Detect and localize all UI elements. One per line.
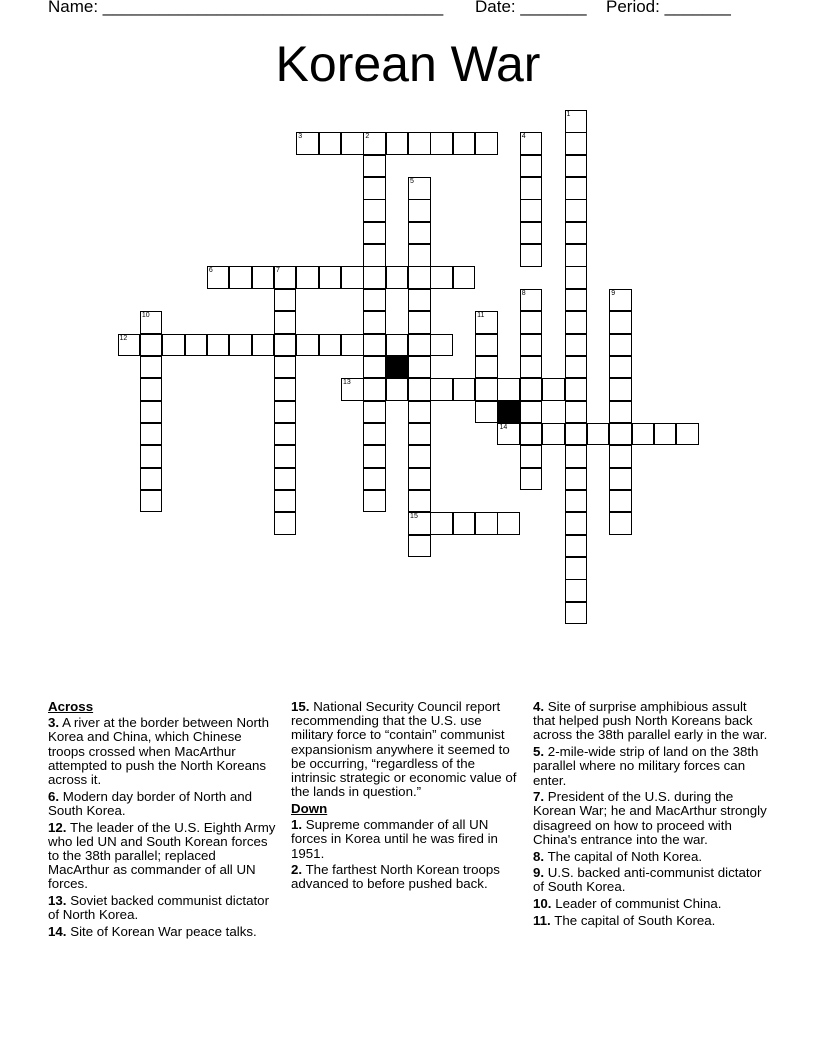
crossword-cell[interactable] bbox=[408, 401, 431, 424]
cell-number: 13 bbox=[343, 379, 351, 387]
crossword-cell[interactable] bbox=[408, 445, 431, 468]
crossword-cell[interactable] bbox=[140, 490, 163, 513]
crossword-cell[interactable] bbox=[430, 378, 453, 401]
date-field[interactable]: Date: _______ bbox=[475, 0, 587, 16]
cell-number: 3 bbox=[298, 133, 303, 141]
crossword-cell[interactable] bbox=[140, 334, 163, 357]
clue-number: 12. bbox=[48, 819, 67, 835]
crossword-cell[interactable] bbox=[363, 311, 386, 334]
clue-text: President of the U.S. during the Korean War; he and MacArthur strongly disagreed on how to proceed with China's entrance into the war. bbox=[533, 789, 767, 847]
crossword-cell[interactable] bbox=[430, 334, 453, 357]
clue-text: The capital of South Korea. bbox=[554, 912, 716, 928]
crossword-cell[interactable] bbox=[363, 177, 386, 200]
crossword-cell[interactable] bbox=[542, 423, 565, 446]
clue-text: The capital of Noth Korea. bbox=[547, 848, 703, 864]
cell-number: 1 bbox=[566, 111, 571, 118]
clue-down-2 bbox=[291, 863, 521, 891]
crossword-cell[interactable] bbox=[609, 490, 632, 513]
crossword-cell[interactable] bbox=[296, 266, 319, 289]
clue-text: Site of Korean War peace talks. bbox=[70, 924, 257, 940]
crossword-cell[interactable] bbox=[296, 334, 319, 357]
crossword-cell[interactable] bbox=[565, 244, 588, 267]
crossword-cell[interactable] bbox=[475, 512, 498, 535]
crossword-cell[interactable] bbox=[609, 356, 632, 379]
crossword-cell[interactable] bbox=[609, 423, 632, 446]
crossword-cell[interactable] bbox=[520, 468, 543, 491]
crossword-cell[interactable] bbox=[274, 468, 297, 491]
crossword-cell[interactable] bbox=[162, 334, 185, 357]
crossword-cell[interactable] bbox=[565, 579, 588, 602]
crossword-cell[interactable] bbox=[274, 266, 297, 289]
clue-number: 4. bbox=[533, 699, 545, 714]
crossword-cell[interactable] bbox=[274, 334, 297, 357]
crossword-cell[interactable] bbox=[229, 266, 252, 289]
crossword-cell[interactable] bbox=[274, 289, 297, 312]
clue-down-11 bbox=[533, 914, 769, 928]
crossword-cell[interactable] bbox=[363, 244, 386, 267]
crossword-cell[interactable] bbox=[363, 132, 386, 155]
crossword-cell[interactable] bbox=[609, 468, 632, 491]
crossword-cell[interactable] bbox=[207, 266, 230, 289]
crossword-cell[interactable] bbox=[185, 334, 208, 357]
crossword-cell[interactable] bbox=[341, 266, 364, 289]
crossword-cell[interactable] bbox=[140, 378, 163, 401]
crossword-cell[interactable] bbox=[565, 132, 588, 155]
crossword-cell[interactable] bbox=[274, 378, 297, 401]
clue-text: A river at the border between North Korea and China, which Chinese troops crossed when MacArthur attempted to push the North Koreans across it. bbox=[48, 715, 270, 788]
crossword-cell[interactable] bbox=[565, 468, 588, 491]
clue-text: Supreme commander of all UN forces in Korea until he was fired in 1951. bbox=[291, 817, 498, 861]
crossword-cell[interactable] bbox=[430, 266, 453, 289]
black-square bbox=[497, 401, 520, 424]
crossword-cell[interactable] bbox=[363, 222, 386, 245]
clue-number: 8. bbox=[533, 848, 545, 864]
cell-number: 5 bbox=[410, 178, 414, 186]
name-field[interactable]: Name: ____________________________________ bbox=[48, 0, 444, 16]
crossword-cell[interactable] bbox=[475, 334, 498, 357]
crossword-cell[interactable] bbox=[587, 423, 610, 446]
clue-number: 14. bbox=[48, 924, 67, 940]
crossword-cell[interactable] bbox=[408, 222, 431, 245]
period-field[interactable]: Period: _______ bbox=[606, 0, 731, 16]
crossword-cell[interactable] bbox=[140, 423, 163, 446]
crossword-cell[interactable] bbox=[520, 289, 543, 312]
clue-number: 3. bbox=[48, 715, 60, 731]
clue-across-6 bbox=[48, 790, 280, 818]
crossword-cell[interactable] bbox=[453, 266, 476, 289]
crossword-cell[interactable] bbox=[408, 132, 431, 155]
crossword-cell[interactable] bbox=[140, 468, 163, 491]
crossword-cell[interactable] bbox=[319, 132, 342, 155]
crossword-cell[interactable] bbox=[296, 132, 319, 155]
crossword-cell[interactable] bbox=[565, 110, 588, 133]
clue-number: 10. bbox=[533, 896, 552, 912]
crossword-cell[interactable] bbox=[609, 311, 632, 334]
crossword-cell[interactable] bbox=[386, 378, 409, 401]
crossword-cell[interactable] bbox=[609, 445, 632, 468]
cell-number: 11 bbox=[477, 312, 485, 320]
clue-text: National Security Council report recommending that the U.S. use military force to “contain” communist expansionism anywhere it seemed to be occurring, “regardless of the intrinsic strategic or economic value of the lands in question.” bbox=[291, 699, 517, 800]
cell-number: 14 bbox=[499, 423, 508, 431]
clue-number: 2. bbox=[291, 862, 303, 878]
crossword-cell[interactable] bbox=[520, 356, 543, 379]
crossword-cell[interactable] bbox=[565, 199, 588, 222]
crossword-cell[interactable] bbox=[565, 311, 588, 334]
crossword-cell[interactable] bbox=[497, 378, 520, 401]
crossword-cell[interactable] bbox=[408, 244, 431, 267]
crossword-cell[interactable] bbox=[229, 334, 252, 357]
clue-text: U.S. backed anti-communist dictator of South Korea. bbox=[533, 865, 762, 895]
crossword-cell[interactable] bbox=[520, 311, 543, 334]
crossword-cell[interactable] bbox=[565, 401, 588, 424]
down-heading: Down bbox=[291, 800, 328, 816]
crossword-cell[interactable] bbox=[363, 445, 386, 468]
crossword-cell[interactable] bbox=[363, 155, 386, 178]
crossword-cell[interactable] bbox=[408, 177, 431, 200]
crossword-cell[interactable] bbox=[408, 334, 431, 357]
crossword-cell[interactable] bbox=[565, 222, 588, 245]
crossword-cell[interactable] bbox=[475, 378, 498, 401]
crossword-cell[interactable] bbox=[654, 423, 677, 446]
clue-text: The leader of the U.S. Eighth Army who led UN and South Korean forces to the 38th parallel; replaced MacArthur as commander of all UN forces. bbox=[48, 819, 276, 892]
crossword-cell[interactable] bbox=[565, 445, 588, 468]
clue-column-2 bbox=[291, 700, 521, 894]
crossword-cell[interactable] bbox=[676, 423, 699, 446]
clue-column-3 bbox=[533, 700, 769, 931]
cell-number: 9 bbox=[611, 289, 616, 297]
crossword-cell[interactable] bbox=[140, 445, 163, 468]
crossword-cell[interactable] bbox=[609, 512, 632, 535]
clue-across-3 bbox=[48, 716, 280, 787]
black-square bbox=[386, 356, 409, 379]
clue-number: 1. bbox=[291, 817, 303, 833]
crossword-cell[interactable] bbox=[565, 423, 588, 446]
crossword-cell[interactable] bbox=[453, 512, 476, 535]
crossword-cell[interactable] bbox=[453, 378, 476, 401]
crossword-cell[interactable] bbox=[520, 445, 543, 468]
crossword-cell[interactable] bbox=[408, 490, 431, 513]
crossword-cell[interactable] bbox=[140, 356, 163, 379]
crossword-cell[interactable] bbox=[565, 535, 588, 558]
crossword-cell[interactable] bbox=[565, 602, 588, 625]
clue-column-1 bbox=[48, 700, 280, 942]
crossword-cell[interactable] bbox=[520, 155, 543, 178]
crossword-cell[interactable] bbox=[520, 378, 543, 401]
cell-number: 7 bbox=[275, 267, 280, 275]
crossword-cell[interactable] bbox=[363, 423, 386, 446]
clue-number: 15. bbox=[291, 699, 310, 714]
clue-down-4 bbox=[533, 700, 769, 743]
crossword-cell[interactable] bbox=[363, 266, 386, 289]
crossword-cell[interactable] bbox=[609, 401, 632, 424]
clue-number: 11. bbox=[533, 912, 551, 928]
clue-down-10 bbox=[533, 897, 769, 911]
crossword-cell[interactable] bbox=[430, 512, 453, 535]
crossword-cell[interactable] bbox=[520, 423, 543, 446]
crossword-cell[interactable] bbox=[565, 356, 588, 379]
crossword-cell[interactable] bbox=[520, 401, 543, 424]
crossword-cell[interactable] bbox=[542, 378, 565, 401]
crossword-cell[interactable] bbox=[386, 334, 409, 357]
crossword-cell[interactable] bbox=[475, 401, 498, 424]
crossword-cell[interactable] bbox=[118, 334, 141, 357]
clue-number: 7. bbox=[533, 789, 545, 805]
crossword-cell[interactable] bbox=[252, 266, 275, 289]
across-heading: Across bbox=[48, 699, 94, 714]
crossword-cell[interactable] bbox=[386, 132, 409, 155]
crossword-cell[interactable] bbox=[408, 199, 431, 222]
crossword-cell[interactable] bbox=[363, 289, 386, 312]
crossword-cell[interactable] bbox=[520, 199, 543, 222]
crossword-cell[interactable] bbox=[565, 334, 588, 357]
crossword-cell[interactable] bbox=[408, 512, 431, 535]
crossword-cell[interactable] bbox=[565, 378, 588, 401]
crossword-cell[interactable] bbox=[386, 266, 409, 289]
crossword-cell[interactable] bbox=[274, 311, 297, 334]
cell-number: 8 bbox=[521, 289, 526, 297]
crossword-cell[interactable] bbox=[363, 401, 386, 424]
clue-down-8 bbox=[533, 850, 769, 864]
crossword-cell[interactable] bbox=[475, 132, 498, 155]
cell-number: 2 bbox=[365, 133, 370, 141]
cell-number: 6 bbox=[208, 267, 213, 275]
clue-across-13 bbox=[48, 894, 280, 922]
crossword-cell[interactable] bbox=[520, 177, 543, 200]
crossword-cell[interactable] bbox=[520, 244, 543, 267]
crossword-cell[interactable] bbox=[408, 535, 431, 558]
crossword-cell[interactable] bbox=[363, 334, 386, 357]
crossword-cell[interactable] bbox=[475, 356, 498, 379]
crossword-cell[interactable] bbox=[408, 378, 431, 401]
crossword-cell[interactable] bbox=[520, 334, 543, 357]
cell-number: 15 bbox=[410, 513, 418, 521]
cell-number: 4 bbox=[521, 133, 526, 141]
crossword-cell[interactable] bbox=[408, 311, 431, 334]
crossword-cell[interactable] bbox=[497, 423, 520, 446]
clue-across-15 bbox=[291, 700, 521, 799]
crossword-cell[interactable] bbox=[408, 266, 431, 289]
clue-down-1 bbox=[291, 818, 521, 861]
cell-number: 12 bbox=[119, 334, 128, 342]
crossword-cell[interactable] bbox=[274, 512, 297, 535]
crossword-cell[interactable] bbox=[140, 311, 163, 334]
crossword-cell[interactable] bbox=[565, 177, 588, 200]
crossword-cell[interactable] bbox=[520, 222, 543, 245]
crossword-cell[interactable] bbox=[341, 378, 364, 401]
crossword-cell[interactable] bbox=[274, 401, 297, 424]
crossword-cell[interactable] bbox=[565, 155, 588, 178]
crossword-cell[interactable] bbox=[363, 378, 386, 401]
clue-text: 2-mile-wide strip of land on the 38th parallel where no military forces can enter. bbox=[533, 744, 759, 788]
clue-text: Modern day border of North and South Korea. bbox=[48, 788, 253, 818]
crossword-cell[interactable] bbox=[319, 334, 342, 357]
crossword-cell[interactable] bbox=[274, 356, 297, 379]
crossword-cell[interactable] bbox=[520, 132, 543, 155]
clue-number: 13. bbox=[48, 893, 67, 909]
crossword-cell[interactable] bbox=[363, 490, 386, 513]
crossword-cell[interactable] bbox=[274, 423, 297, 446]
clue-across-12 bbox=[48, 821, 280, 892]
clue-number: 9. bbox=[533, 865, 545, 881]
clue-text: Site of surprise amphibious assult that helped push North Koreans back across the 38th parallel early in the war. bbox=[533, 699, 768, 743]
crossword-cell[interactable] bbox=[475, 311, 498, 334]
cell-number: 10 bbox=[141, 312, 150, 320]
crossword-cell[interactable] bbox=[408, 356, 431, 379]
crossword-cell[interactable] bbox=[319, 266, 342, 289]
crossword-cell[interactable] bbox=[363, 199, 386, 222]
crossword-cell[interactable] bbox=[565, 289, 588, 312]
crossword-cell[interactable] bbox=[565, 557, 588, 580]
crossword-cell[interactable] bbox=[609, 289, 632, 312]
crossword-cell[interactable] bbox=[453, 132, 476, 155]
crossword-cell[interactable] bbox=[565, 266, 588, 289]
crossword-cell[interactable] bbox=[408, 423, 431, 446]
crossword-cell[interactable] bbox=[274, 490, 297, 513]
crossword-cell[interactable] bbox=[363, 356, 386, 379]
clue-text: The farthest North Korean troops advanced to before pushed back. bbox=[291, 862, 500, 892]
crossword-cell[interactable] bbox=[430, 132, 453, 155]
crossword-cell[interactable] bbox=[609, 378, 632, 401]
crossword-cell[interactable] bbox=[252, 334, 275, 357]
clue-number: 6. bbox=[48, 788, 60, 804]
crossword-cell[interactable] bbox=[207, 334, 230, 357]
crossword-cell[interactable] bbox=[341, 132, 364, 155]
clue-down-7 bbox=[533, 790, 769, 847]
clue-down-9 bbox=[533, 866, 769, 894]
crossword-cell[interactable] bbox=[274, 445, 297, 468]
crossword-cell[interactable] bbox=[140, 401, 163, 424]
clue-across-14 bbox=[48, 925, 280, 939]
clue-text: Soviet backed communist dictator of North Korea. bbox=[48, 893, 270, 923]
clue-text: Leader of communist China. bbox=[555, 896, 722, 912]
crossword-cell[interactable] bbox=[341, 334, 364, 357]
clue-down-5 bbox=[533, 745, 769, 788]
crossword-cell[interactable] bbox=[565, 512, 588, 535]
clue-number: 5. bbox=[533, 744, 545, 760]
page-title: Korean War bbox=[275, 36, 541, 92]
crossword-cell[interactable] bbox=[497, 512, 520, 535]
crossword-cell[interactable] bbox=[408, 289, 431, 312]
crossword-cell[interactable] bbox=[609, 334, 632, 357]
crossword-cell[interactable] bbox=[632, 423, 655, 446]
crossword-cell[interactable] bbox=[565, 490, 588, 513]
crossword-cell[interactable] bbox=[408, 468, 431, 491]
crossword-cell[interactable] bbox=[363, 468, 386, 491]
